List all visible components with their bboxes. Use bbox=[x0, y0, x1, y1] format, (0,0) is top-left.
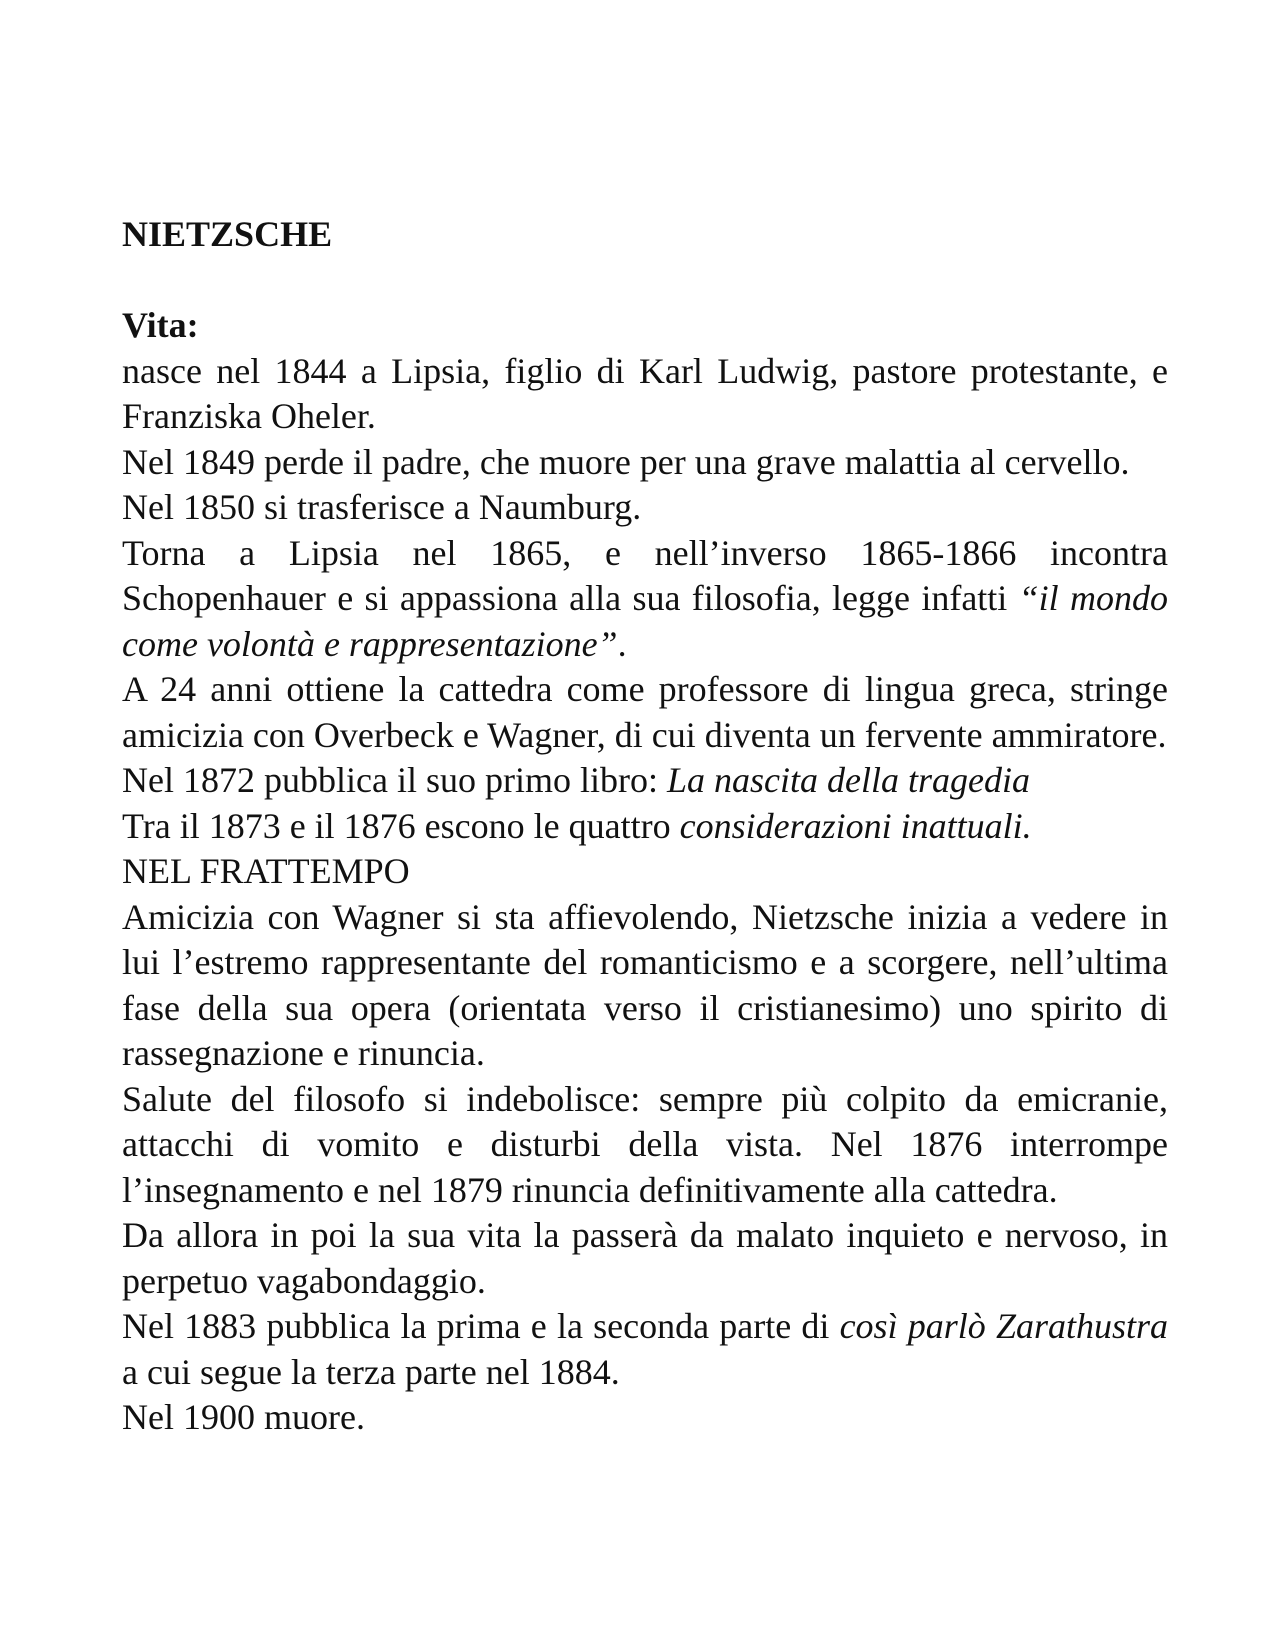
paragraph-zarathustra bbox=[122, 1304, 1168, 1395]
blank-line bbox=[122, 258, 1168, 304]
paragraph-health: Salute del filosofo si indebolisce: sempre più colpito da emicranie, attacchi di vomito e disturbi della vista. Nel 1876 interrompe l’insegnamento e nel 1879 rinuncia definitivamente alla cattedra. bbox=[122, 1078, 1168, 1210]
paragraph-schopenhauer-end: . bbox=[617, 623, 627, 664]
paragraph-professor: A 24 anni ottiene la cattedra come professore di lingua greca, stringe amicizia con Overbeck e Wagner, di cui diventa un fervente ammiratore. bbox=[122, 669, 1168, 755]
paragraph-zarathustra-text: Nel 1883 pubblica la prima e la seconda parte di bbox=[122, 1306, 840, 1346]
book-title-considerazioni: considerazioni inattuali. bbox=[679, 805, 1032, 846]
paragraph-considerazioni-text: Tra il 1873 e il 1876 escono le quattro bbox=[122, 805, 680, 846]
paragraph-zarathustra-end: a cui segue la terza parte nel 1884. bbox=[122, 1351, 620, 1392]
paragraph-considerazioni bbox=[122, 804, 1168, 850]
paragraph-death: Nel 1900 muore. bbox=[122, 1397, 365, 1437]
book-title-il-mondo: “il mondo come volontà e rappresentazione” bbox=[122, 578, 1168, 664]
paragraph-vagabond: Da allora in poi la sua vita la passerà da malato inquieto e nervoso, in perpetuo vagabondaggio. bbox=[122, 1215, 1168, 1301]
paragraph-wagner: Amicizia con Wagner si sta affievolendo, Nietzsche inizia a vedere in lui l’estremo rappresentante del romanticismo e a scorgere, nell’ultima fase della sua opera (orientata verso il cristianesimo) uno spirito di rassegnazione e rinuncia. bbox=[122, 896, 1168, 1073]
paragraph-birth: nasce nel 1844 a Lipsia, figlio di Karl Ludwig, pastore protestante, e Franziska Oheler. bbox=[122, 350, 1168, 436]
document-page bbox=[122, 212, 1168, 1441]
book-title-nascita-tragedia: La nascita della tragedia bbox=[666, 760, 1030, 800]
section-heading: Vita: bbox=[122, 305, 199, 345]
document-title: NIETZSCHE bbox=[122, 214, 333, 254]
paragraph-father-death: Nel 1849 perde il padre, che muore per una grave malattia al cervello. bbox=[122, 441, 1130, 482]
paragraph-first-book bbox=[122, 758, 1168, 804]
paragraph-naumburg: Nel 1850 si trasferisce a Naumburg. bbox=[122, 487, 642, 527]
paragraph-schopenhauer-text: Torna a Lipsia nel 1865, e nell’inverso 1865-1866 incontra Schopenhauer e si appassiona alla sua filosofia, legge infatti bbox=[122, 532, 1168, 618]
paragraph-schopenhauer bbox=[122, 531, 1168, 668]
paragraph-first-book-text: Nel 1872 pubblica il suo primo libro: bbox=[122, 760, 667, 800]
book-title-zarathustra: così parlò Zarathustra bbox=[839, 1306, 1168, 1346]
paragraph-nel-frattempo: NEL FRATTEMPO bbox=[122, 851, 410, 891]
